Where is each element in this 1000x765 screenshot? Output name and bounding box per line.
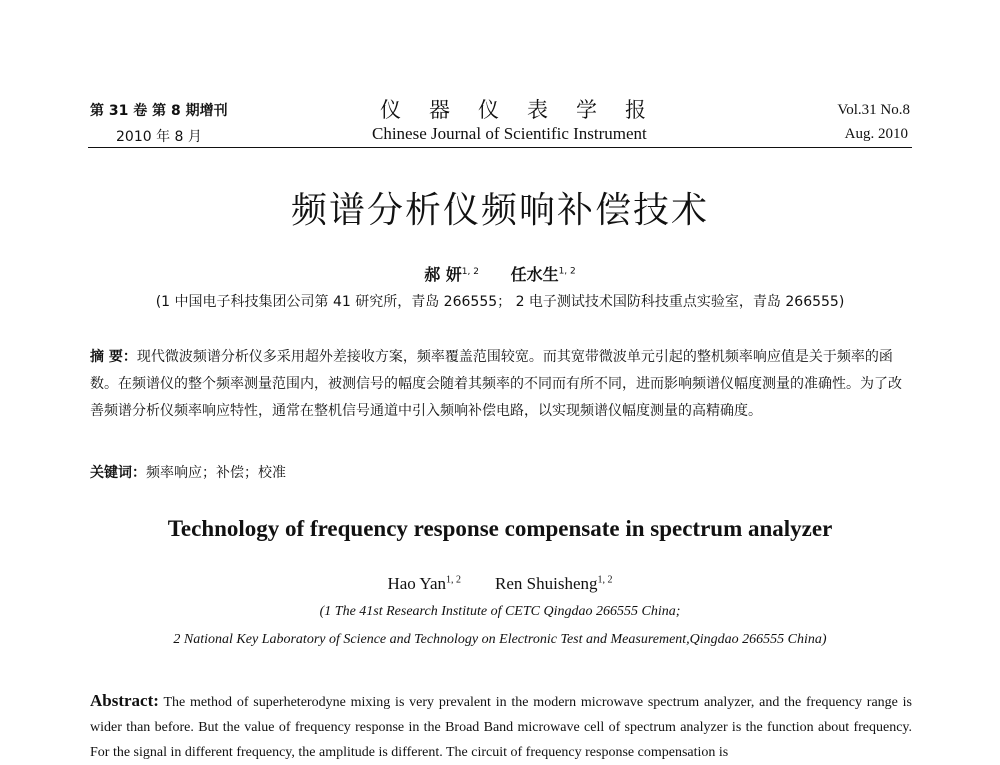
paper-title-en: Technology of frequency response compensate in spectrum analyzer	[167, 516, 833, 541]
abstract-en-text: The method of superheterodyne mixing is very prevalent in the modern microwave spectrum analyzer, and the frequency range is wider than before. But the value of frequency response in the Broad Band microwave cell of spectrum analyzer is the function about frequency. For the signal in different frequency, the amplitude is different. The circuit of frequency response compensation is	[90, 695, 912, 760]
abstract-en	[90, 688, 912, 765]
abstract-zh	[90, 344, 912, 425]
abstract-zh-label: 摘 要：	[90, 349, 137, 365]
journal-title-en: Chinese Journal of Scientific Instrument	[372, 124, 647, 143]
affiliation-en-line-1: (1 The 41st Research Institute of CETC Qingdao 266555 China;	[319, 604, 681, 619]
abstract-zh-text: 现代微波频谱分析仪多采用超外差接收方案，频率覆盖范围较宽。而其宽带微波单元引起的整机频率响应值是关于频率的函数。在频谱仪的整个频率测量范围内，被测信号的幅度会随着其频率的不同而有所不同，进而影响频谱仪幅度测量的准确性。为了改善频谱分析仪频率响应特性，通常在整机信号通道中引入频响补偿电路，以实现频谱仪幅度测量的高精确度。	[90, 349, 902, 419]
author-en: Ren Shuisheng$^{1, 2}$	[495, 574, 613, 593]
journal-title-zh: 仪器仪表学报	[380, 98, 674, 122]
header-rule	[88, 147, 912, 148]
author-en: Hao Yan$^{1, 2}$	[387, 574, 462, 593]
keywords-zh-text: 频率响应；补偿；校准	[146, 465, 286, 481]
paper-title-zh: 频谱分析仪频响补偿技术	[290, 190, 709, 231]
authors-zh	[0, 262, 1000, 285]
keywords-zh	[90, 462, 286, 482]
date-zh: 2010 年 8 月	[116, 129, 202, 145]
volume-issue-en: Vol.31 No.8	[837, 102, 910, 118]
abstract-en-label: Abstract:	[90, 691, 159, 710]
affiliation-zh: (1 中国电子科技集团公司第 41 研究所，青岛 266555； 2 电子测试技术国防科技重点实验室，青岛 266555)	[155, 294, 845, 310]
volume-issue-zh: 第 31 卷 第 8 期增刊	[90, 103, 228, 119]
author-zh: 郝 妍$^{1, 2}$	[424, 265, 479, 284]
authors-en	[0, 574, 1000, 594]
affiliation-en-line-2: 2 National Key Laboratory of Science and Technology on Electronic Test and Measurement,Qingdao 266555 China)	[173, 632, 827, 647]
keywords-zh-label: 关键词：	[90, 465, 146, 481]
date-en: Aug. 2010	[844, 126, 908, 142]
author-zh: 任水生$^{1, 2}$	[510, 265, 576, 284]
